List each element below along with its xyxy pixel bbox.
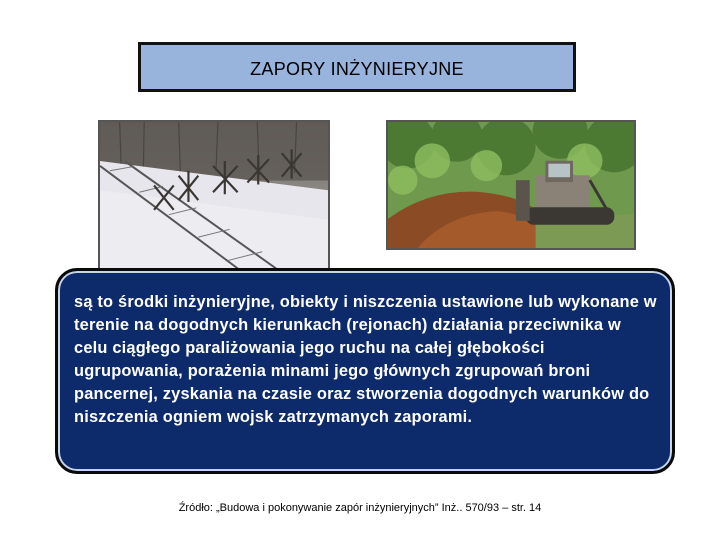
title-box: [138, 42, 576, 92]
definition-text: są to środki inżynieryjne, obiekty i niszczenia ustawione lub wykonane w terenie na dogodnych kierunkach (rejonach) działania przeciwnika w celu ciągłego paraliżowania jego ruchu na całej głębokości ugrupowania, porażenia minami jego głównych zgrupowań broni pancernej, zyskania na czasie oraz stworzenia dogodnych warunków do niszczenia ogniem wojsk zatrzymanych zaporami.: [74, 293, 657, 426]
slide-title: ZAPORY INŻYNIERYJNE: [250, 58, 464, 79]
bulldozer-earthwork-photo: [386, 120, 636, 250]
definition-box: [55, 268, 675, 474]
snow-railway-hedgehogs-photo: [98, 120, 330, 285]
source-citation: Źródło: „Budowa i pokonywanie zapór inżynieryjnych” Inż.. 570/93 – str. 14: [178, 502, 542, 514]
